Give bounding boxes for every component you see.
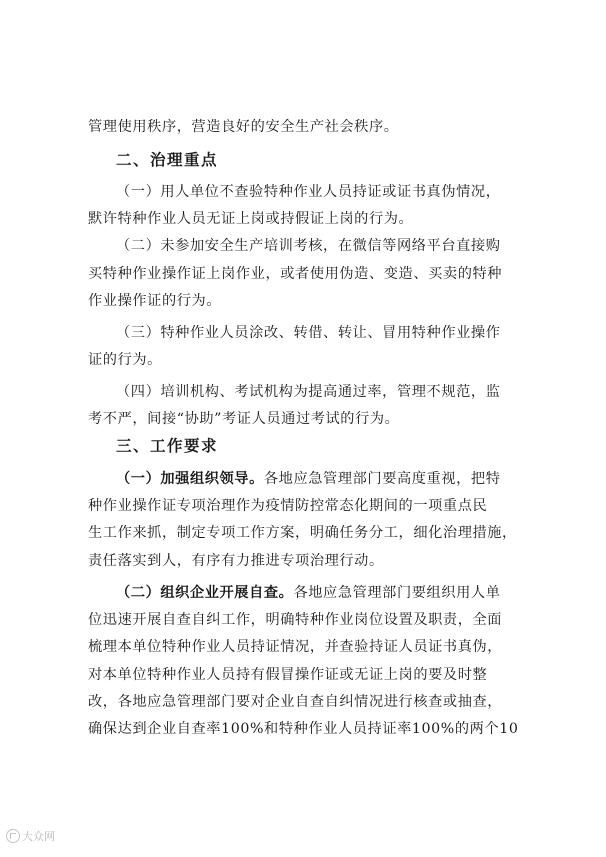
paragraph-text: 各地应急管理部门要组织用人单 [293,585,501,601]
paragraph-line: 对本单位特种作业人员持有假冒操作证或无证上岗的要及时整 [88,667,488,683]
section-heading-3: 三、工作要求 [116,437,219,455]
paragraph-line: 作业操作证的行为。 [88,293,222,309]
subheading-self-inspection: （二）组织企业开展自查。 [116,585,294,601]
paragraph-line: （四）培训机构、考试机构为提高通过率，管理不规范，监 [116,384,501,400]
paragraph-line: （二）未参加安全生产培训考核，在微信等网络平台直接购 [116,238,501,254]
paragraph-line: 责任落实到人，有序有力推进专项治理行动。 [88,553,384,569]
watermark-text: 大众网 [22,830,55,843]
paragraph-line: 位迅速开展自查自纠工作，明确特种作业岗位设置及职责，全面 [88,612,503,628]
paragraph-line: 管理使用秩序，营造良好的安全生产社会秩序。 [88,119,399,135]
paragraph-line [116,469,523,489]
paragraph-line: 种作业操作证专项治理作为疫情防控常态化期间的一项重点民 [88,498,488,514]
paragraph-text: 各地应急管理部门要高度重视，把特 [263,471,501,487]
paragraph-line: 确保达到企业自查率100%和特种作业人员持证率100%的两个10 [88,721,519,737]
paragraph-line: （一）用人单位不查验特种作业人员持证或证书真伪情况， [116,184,501,200]
section-heading-2: 二、治理重点 [116,151,219,169]
paragraph-line: 默许特种作业人员无证上岗或持假证上岗的行为。 [88,211,414,227]
paragraph-line: 证的行为。 [88,352,162,368]
paragraph-line: （三）特种作业人员涂改、转借、转让、冒用特种作业操作 [116,325,501,341]
paragraph-line: 考不严，间接“协助”考证人员通过考试的行为。 [88,411,400,427]
paragraph-line: 买特种作业操作证上岗作业，或者使用伪造、变造、买卖的特种 [88,266,503,282]
copyright-logo-icon [6,829,20,843]
paragraph-line: 生工作来抓，制定专项工作方案，明确任务分工，细化治理措施， [88,525,517,541]
subheading-strengthen-leadership: （一）加强组织领导。 [116,471,264,487]
paragraph-line [116,583,523,603]
watermark [6,828,55,844]
paragraph-line: 梳理本单位特种作业人员持证情况，并查验持证人员证书真伪， [88,639,503,655]
paragraph-line: 改，各地应急管理部门要对企业自查自纠情况进行核查或抽查， [88,694,503,710]
